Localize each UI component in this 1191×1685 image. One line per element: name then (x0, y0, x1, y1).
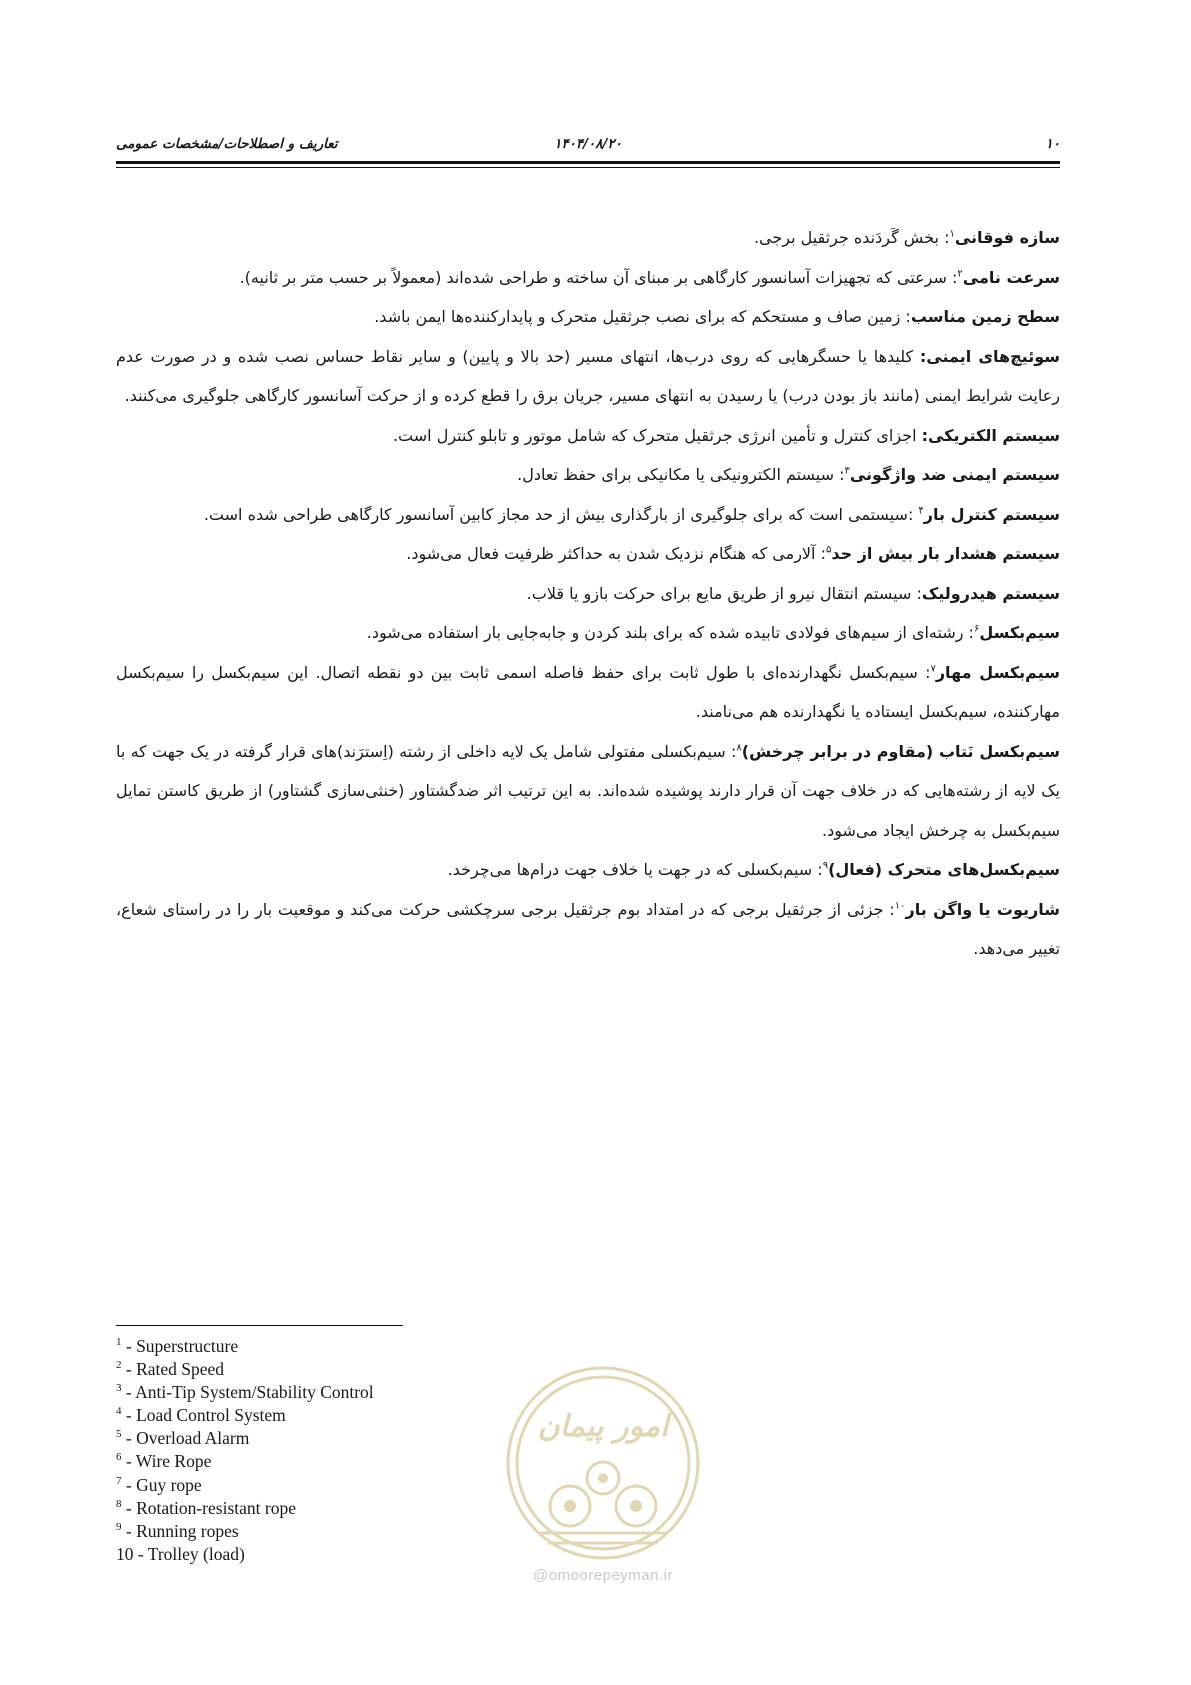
definition-entry (116, 297, 1060, 337)
definition-separator: : (812, 860, 823, 879)
footnote-number: 4 (116, 1405, 122, 1418)
footnote-text: - Overload Alarm (121, 1428, 250, 1449)
definition-term: سطح زمین مناسب (910, 307, 1060, 326)
header-rule-thick (116, 161, 1060, 164)
definition-text: اجزای کنترل و تأمین انرژی جرثقیل متحرک که شامل موتور و تابلو کنترل است. (392, 425, 917, 445)
footnote-marker: ۴ (918, 505, 924, 517)
footnote-number: 1 (116, 1336, 122, 1349)
definition-text: زمین صاف و مستحکم که برای نصب جرثقیل متحرک و پایدارکننده‌ها ایمن باشد. (374, 307, 901, 326)
footnote-item (116, 1335, 576, 1358)
footnote-text: - Superstructure (121, 1336, 239, 1356)
definition-entry (116, 613, 1060, 653)
definition-separator: : (907, 504, 919, 524)
footnote-text: - Anti-Tip System/Stability Control (121, 1382, 374, 1403)
footnote-number: 8 (116, 1497, 122, 1510)
definition-term: سیم‌بکسل‌های متحرک (فعال) (828, 860, 1060, 879)
footnote-marker: ۷ (930, 663, 936, 675)
header-date: ۱۴۰۴/۰۸/۲۰ (554, 136, 622, 152)
definition-text: رشته‌ای از سیم‌های فولادی تابیده شده که برای بلند کردن و جابه‌جایی بار استفاده می‌شود. (366, 623, 964, 642)
definition-term: سیم‌بکسل مهار (935, 662, 1060, 682)
definition-entry (116, 258, 1060, 298)
definition-separator: : (938, 228, 950, 247)
definition-entry (116, 534, 1060, 574)
definition-separator (913, 347, 920, 366)
footnote-marker: ۱۰ (894, 900, 906, 912)
definition-term: سیستم الکتریکی: (921, 425, 1060, 445)
footnote-text: - Running ropes (121, 1520, 239, 1541)
watermark-url: @omoorepeyman.ir (533, 1567, 673, 1584)
definition-term: سرعت نامی (962, 267, 1060, 287)
definition-term: سازه فوقانی (954, 228, 1060, 247)
definition-term: سیم‌بکسل نَتاب (مقاوم در برابر چرخش) (741, 741, 1061, 761)
definition-text: جزئی از جرثقیل برجی که در امتداد بوم جرثقیل برجی سرچکشی حرکت می‌کند و موقعیت بار را در راستای شعاع، تغییر می‌دهد. (116, 899, 1060, 958)
definition-text: بخش گَردَنده جرثقیل برجی. (753, 228, 939, 247)
footnote-text: - Load Control System (121, 1405, 286, 1426)
footnote-number: 6 (116, 1451, 122, 1464)
definition-separator: : (946, 267, 958, 287)
footnote-separator (116, 1325, 403, 1326)
footnote-number: 2 (116, 1359, 122, 1372)
definition-entry (116, 653, 1060, 732)
footnote-marker: ۸ (736, 742, 742, 754)
definition-separator: : (911, 583, 922, 603)
definition-entry (116, 732, 1060, 851)
definition-term: سیم‌بکسل (979, 623, 1060, 642)
definition-entry (116, 455, 1060, 495)
footnote-marker: ۹ (822, 860, 829, 872)
footnote-text: - Rotation-resistant rope (121, 1497, 296, 1518)
definition-term: سیستم هیدرولیک (921, 583, 1060, 603)
definition-text: آلارمی که هنگام نزدیک شدن به حداکثر ظرفیت فعال می‌شود. (406, 544, 816, 563)
definition-text: کلیدها یا حسگرهایی که روی درب‌ها، انتهای مسیر (حد بالا و پایین) و سایر نقاط حساس نصب شده و در صورت عدم رعایت شرایط ایمنی (مانند باز بودن درب) یا رسیدن به انتهای مسیر، جریان برق را قطع کرده و از حرکت آسانسور کارگاهی جلوگیری می‌کنند. (116, 346, 1060, 405)
definition-separator: : (725, 741, 737, 761)
footnote-text: - Wire Rope (121, 1451, 212, 1472)
footnote-marker: ۳ (844, 465, 850, 477)
definition-text: سیستم انتقال نیرو از طریق مایع برای حرکت بازو یا قلاب. (526, 583, 912, 603)
footnote-number: 7 (116, 1474, 122, 1487)
definitions-body (116, 218, 1060, 969)
definition-entry (116, 850, 1060, 890)
page-header (116, 134, 1060, 158)
definition-text: سیستم الکترونیکی یا مکانیکی برای حفظ تعادل. (517, 465, 834, 484)
definition-separator: : (963, 623, 974, 642)
definition-entry (116, 574, 1060, 614)
footnote-text: - Rated Speed (121, 1359, 225, 1380)
watermark-logo (498, 1358, 708, 1568)
definition-text: سرعتی که تجهیزات آسانسور کارگاهی بر مبنای آن ساخته و طراحی شده‌اند (معمولاً بر حسب متر بر ثانیه). (239, 267, 947, 287)
page-number: ۱۰ (1045, 136, 1060, 152)
header-section-title: تعاریف و اصطلاحات/مشخصات عمومی (116, 136, 338, 152)
definition-text: سیستمی است که برای جلوگیری از بارگذاری بیش از حد مجاز کابین آسانسور کارگاهی طراحی شده است. (203, 504, 908, 524)
definition-text: سیم‌بکسل نگهدارنده‌ای با طول ثابت برای حفظ فاصله اسمی ثابت بین دو نقطه اتصال. این سیم‌بکسل را سیم‌بکسل مهارکننده، سیم‌بکسل ایستاده یا نگهدارنده هم می‌نامند. (116, 662, 1060, 721)
definition-term: سیستم کنترل بار (923, 504, 1060, 524)
definition-entry (116, 495, 1060, 535)
footnote-number: 5 (116, 1428, 122, 1441)
definition-separator: : (815, 544, 826, 563)
definition-text: سیم‌بکسلی که در جهت یا خلاف جهت درام‌ها می‌چرخد. (447, 860, 813, 879)
footnote-marker: ۲ (957, 268, 963, 280)
definition-entry (116, 337, 1060, 416)
definition-entry (116, 890, 1060, 969)
footnote-text: - Guy rope (121, 1474, 202, 1495)
definition-separator: : (883, 899, 895, 919)
definition-separator: : (900, 307, 911, 326)
definition-entry (116, 218, 1060, 258)
definition-term: سیستم هشدار بار بیش از حد (831, 544, 1060, 563)
definition-separator: : (833, 465, 845, 484)
definition-term: شاریوت یا واگن بار (905, 899, 1060, 919)
definition-term: سوئیچ‌های ایمنی: (919, 346, 1060, 366)
footnote-number: 3 (116, 1382, 122, 1395)
footnote-item: 10 - Trolley (load) (116, 1543, 245, 1564)
watermark-logo-text: امور پیمان (537, 1409, 669, 1444)
footnote-marker: ۵ (825, 544, 832, 556)
definition-term: سیستم ایمنی ضد واژگونی (849, 465, 1060, 484)
definition-separator: : (917, 662, 931, 682)
footnote-marker: ۶ (973, 623, 980, 635)
definition-text: سیم‌بکسلی مفتولی شامل یک لایه داخلی از رشته (اِسترَند)های قرار گرفته در یک جهت که با یک لایه از رشته‌هایی که در خلاف جهت آن قرار دارند پوشیده شده‌اند. به این ترتیب اثر ضدگشتاور (خنثی‌سازی گشتاور) از طریق کاستن تمایل سیم‌بکسل به چرخش ایجاد می‌شود. (116, 741, 1060, 840)
definition-entry (116, 416, 1060, 456)
footnote-marker: ۱ (949, 228, 955, 240)
header-rule-thin (116, 167, 1060, 168)
footnote-number: 9 (116, 1520, 122, 1533)
